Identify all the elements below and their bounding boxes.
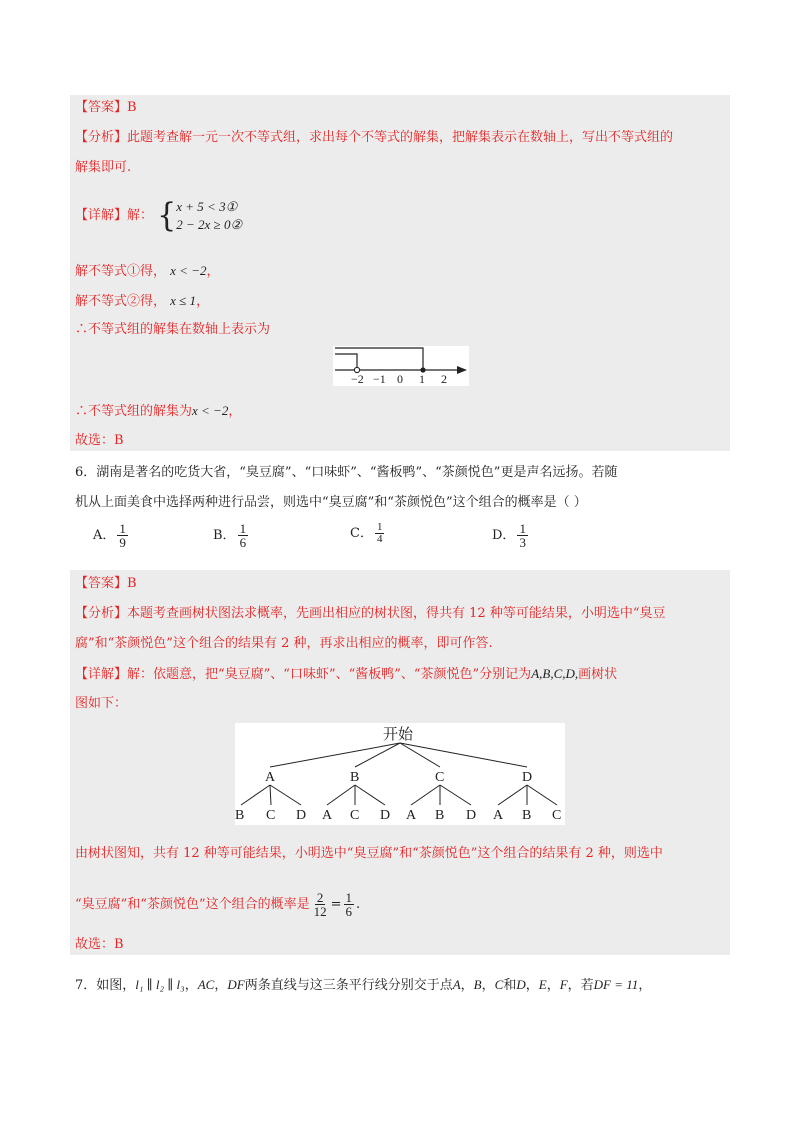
number-line-figure xyxy=(333,346,469,386)
q6-analysis-line2: 腐”和“茶颜悦色”这个组合的结果有 2 种，再求出相应的概率，即可作答. xyxy=(75,636,493,651)
q6-choice: 故选：B xyxy=(75,937,124,952)
q5-detail: 【详解】解： {x + 5 < 3① 2 − 2x ≥ 0② xyxy=(75,195,243,235)
q7-stem: 7．如图，l₁ ∥ l₂ ∥ l₃，AC，DF两条直线与这三条平行线分别交于点A，B，C和D，E，F，若DF = 11， xyxy=(75,977,652,993)
q5-conclusion: ∴不等式组的解集为x < −2， xyxy=(75,403,242,419)
tree-node-l1: D xyxy=(522,770,533,785)
tree-node-l2: A xyxy=(493,808,504,823)
q5-numberline-text: ∴不等式组的解集在数轴上表示为 xyxy=(75,322,271,337)
tree-root: 开始 xyxy=(383,727,414,743)
q5-solve1: 解不等式①得， x < −2， xyxy=(75,263,220,279)
tree-node-l2: B xyxy=(235,808,245,823)
q6-answer: 【答案】B xyxy=(75,576,137,591)
q6-option-c: C． $\frac{1}{4}$ xyxy=(350,521,383,545)
q5-answer: 【答案】B xyxy=(75,100,137,115)
tree-node-l2: C xyxy=(552,808,562,823)
tick-label: −2 xyxy=(351,372,364,386)
system-brace: { xyxy=(157,195,177,235)
q6-stem-line1: 6．湖南是著名的吃货大省，“臭豆腐”、“口味虾”、“酱板鸭”、“茶颜悦色”更是声名远扬。若随 xyxy=(75,465,618,480)
q6-stem-line2: 机从上面美食中选择两种进行品尝，则选中“臭豆腐”和“茶颜悦色”这个组合的概率是（ ） xyxy=(75,495,587,510)
tree-node-l1: B xyxy=(350,770,360,785)
tick-label: −1 xyxy=(373,372,386,386)
tree-node-l2: B xyxy=(435,808,445,823)
tree-node-l2: D xyxy=(296,808,307,823)
tick-label: 2 xyxy=(441,372,447,386)
tree-node-l2: C xyxy=(350,808,360,823)
tree-node-l1: C xyxy=(435,770,445,785)
tree-node-l2: A xyxy=(322,808,333,823)
q5-choice: 故选：B xyxy=(75,433,124,448)
tree-node-l1: A xyxy=(265,770,276,785)
q6-analysis-line1: 【分析】本题考查画树状图法求概率，先画出相应的树状图，得共有 12 种等可能结果，小明选中“臭豆 xyxy=(75,606,666,621)
tree-node-l2: C xyxy=(266,808,276,823)
q6-option-d: D． $\frac{1}{3}$ xyxy=(492,521,526,550)
q6-result-line2: “臭豆腐”和“茶颜悦色”这个组合的概率是 $\frac{2}{12}$ = $\frac{1}{6}$ . xyxy=(75,890,361,919)
q5-analysis-line1: 【分析】此题考查解一元一次不等式组，求出每个不等式的解集，把解集表示在数轴上，写出不等式组的 xyxy=(75,130,674,145)
q6-detail-line2: 图如下： xyxy=(75,696,128,711)
tree-node-l2: D xyxy=(466,808,477,823)
q5-analysis-line2: 解集即可. xyxy=(75,160,132,175)
q5-solve2: 解不等式②得， x ≤ 1， xyxy=(75,293,210,309)
tick-label: 1 xyxy=(419,372,425,386)
tree-node-l2: B xyxy=(522,808,532,823)
q6-detail-line1: 【详解】解：依题意，把“臭豆腐”、“口味虾”、“酱板鸭”、“茶颜悦色”分别记为A,B,C,D,画树状 xyxy=(75,666,618,682)
q6-option-b: B． $\frac{1}{6}$ xyxy=(213,521,247,550)
inequality-system: x + 5 < 3① 2 − 2x ≥ 0② xyxy=(176,198,243,232)
q6-result-line1: 由树状图知，共有 12 种等可能结果，小明选中“臭豆腐”和“茶颜悦色”这个组合的结果有 2 种，则选中 xyxy=(75,846,663,861)
probability-tree-diagram xyxy=(235,723,565,825)
tree-node-l2: A xyxy=(406,808,417,823)
tick-label: 0 xyxy=(397,372,403,386)
tree-node-l2: D xyxy=(380,808,391,823)
q6-option-a: A． $\frac{1}{9}$ xyxy=(93,521,126,550)
